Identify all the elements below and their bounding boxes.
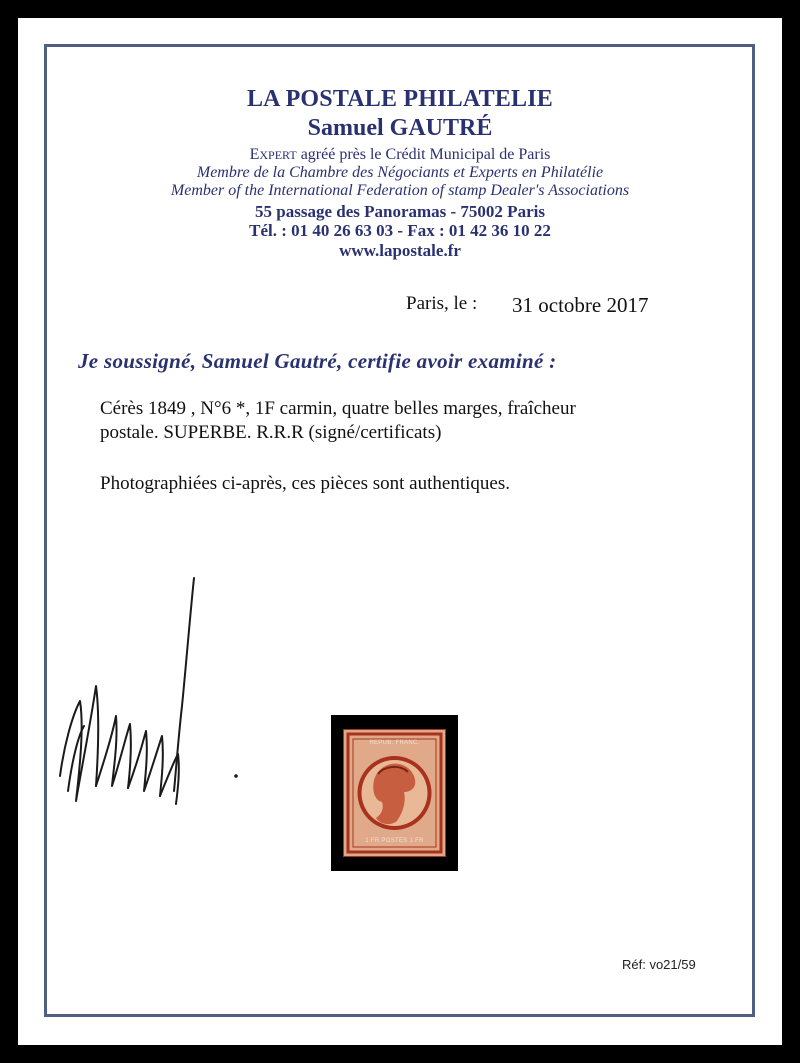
expert-title-rest: agréé près le Crédit Municipal de Paris [296,146,551,163]
certification-statement: Je soussigné, Samuel Gautré, certifie avoir examiné : [78,349,557,373]
address: 55 passage des Panoramas - 75002 Paris [255,202,545,221]
dateline-date: 31 octobre 2017 [512,293,649,317]
phone-fax: Tél. : 01 40 26 63 03 - Fax : 01 42 36 10 22 [249,221,551,240]
expert-name: Samuel GAUTRÉ [307,115,493,141]
expert-title-initial: E [249,146,260,163]
dateline-place: Paris, le : [406,293,478,314]
stamp-bottom-inscription: 1 FR POSTES 1 FR [365,838,424,844]
chambre-membership: Membre de la Chambre des Négociants et Experts en Philatélie [196,164,604,181]
expert-title-caps: XPERT [259,148,297,162]
reference-number: Réf: vo21/59 [622,957,696,972]
company-name: LA POSTALE PHILATELIE [246,86,554,112]
stamp-description-line2: postale. SUPERBE. R.R.R (signé/certificats) [100,422,442,443]
international-membership: Member of the International Federation of stamp Dealer's Associations [170,182,630,199]
authenticity-statement: Photographiées ci-après, ces pièces sont authentiques. [100,473,510,494]
expert-title [0,146,800,164]
handwritten-signature [50,576,250,836]
stamp-description-line1: Cérès 1849 , N°6 *, 1F carmin, quatre belles marges, fraîcheur [100,398,576,419]
stamp-top-inscription: REPUB. FRANC. [369,740,420,746]
website: www.lapostale.fr [339,241,461,260]
stamp-image [343,729,446,857]
